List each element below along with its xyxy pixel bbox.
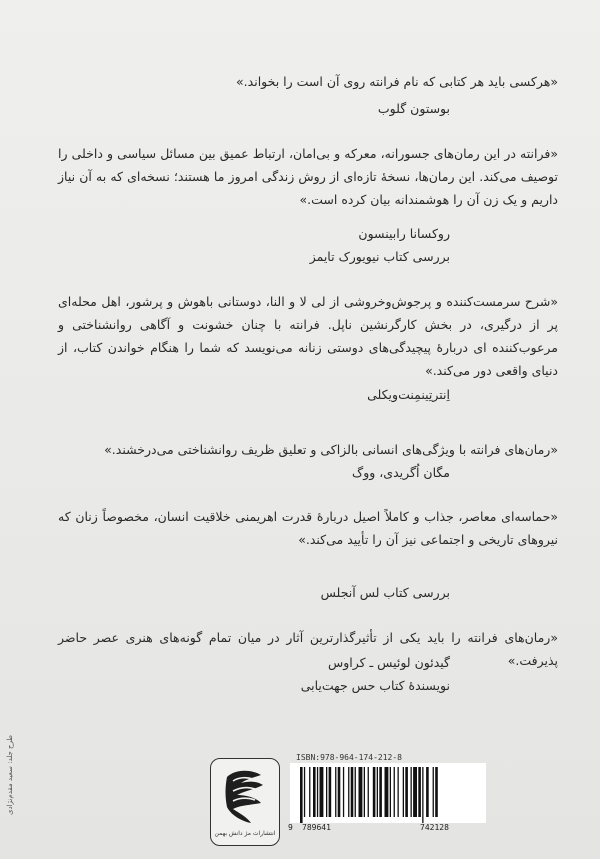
barcode-bars — [290, 763, 486, 823]
quote-3-source: اِنترتِینمِنت‌ویکلی — [367, 387, 450, 402]
barcode — [290, 763, 486, 823]
quote-4-text: «رمان‌های فرانته با ویژگی‌های انسانی بالزاکی و تعلیق ظریف روانشناختی می‌درخشند.» — [104, 442, 558, 457]
quote-3-text: «شرح سرمست‌کننده و پرجوش‌وخروشی از لی لا و النا، دوستانی باهوش و پرشور، اهل محله‌ای پر از درگیری، در بخش کارگرنشین ناپل. فرانته با چنان خشونت و آگاهی روانشناختی و مرعوب‌کننده ای دربارهٔ پیچیدگی‌های دوستی زنانه می‌نویسد که شما را هنگام خواندن کتاب، از دنیای واقعی دور می‌کند.» — [58, 294, 558, 378]
quote-1-text: «هرکسی باید هر کتابی که نام فرانته روی آن است را بخواند.» — [236, 74, 558, 89]
quote-2-text: «فرانته در این رمان‌های جسورانه، معرکه و بی‌امان، ارتباط عمیق بین مسائل سیاسی و داخلی را توصیف می‌کند. این رمان‌ها، نسخهٔ تازه‌ای از روش زندگی امروز ما هستند؛ نسخه‌ای که به آن نیاز داریم و یک زن آن را هوشمندانه بیان کرده است.» — [58, 146, 558, 207]
quote-6-source-name: گیدئون لوئیس ـ کراوس — [327, 655, 450, 670]
quote-1-source: بوستون گلوب — [377, 101, 450, 116]
quote-5-text: «حماسه‌ای معاصر، جذاب و کاملاً اصیل دربارهٔ قدرت اهریمنی خلاقیت انسان، مخصوصاً زنان که نیروهای تاریخی و اجتماعی نیز آن را تأیید می‌کند.» — [58, 509, 558, 547]
quote-5-source: بررسی کتاب لس آنجلس — [320, 585, 450, 600]
publisher-name: انتشارات مژ دانش بهمن — [214, 830, 276, 837]
barcode-lead-digit: 9 — [288, 823, 293, 832]
publisher-logo — [210, 758, 280, 846]
quote-6-source-book: نویسندهٔ کتاب حس جهت‌یابی — [300, 678, 450, 693]
barcode-right-digits: 742128 — [420, 823, 449, 832]
bird-logo-icon — [221, 767, 269, 827]
quote-6-text: «رمان‌های فرانته را باید یکی از تأثیرگذارترین آثار در میان تمام گونه‌های هنری عصر حاضر پذیرفت.» — [58, 630, 558, 668]
quote-4-source: مگان اُگریدی، ووگ — [352, 465, 450, 480]
isbn-text: ISBN:978-964-174-212-8 — [296, 753, 402, 762]
cover-design-credit: طرح جلد: سعید مقدم‌نژادی — [6, 735, 14, 815]
quote-2-source-publication: بررسی کتاب نیویورک تایمز — [309, 249, 450, 264]
quote-2-source-name: روکسانا رابینسون — [358, 226, 450, 241]
barcode-left-digits: 789641 — [302, 823, 331, 832]
